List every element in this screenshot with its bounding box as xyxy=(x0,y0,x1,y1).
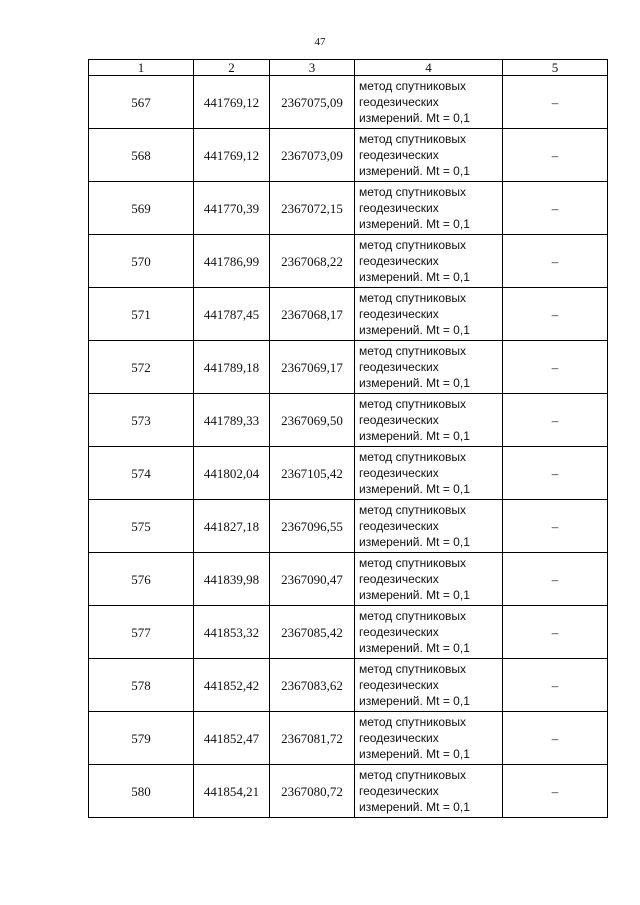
point-number: 574 xyxy=(89,447,194,500)
method-description xyxy=(355,765,503,818)
coordinate-x: 441786,99 xyxy=(194,235,270,288)
method-line: метод спутниковых xyxy=(359,450,467,464)
method-description xyxy=(355,447,503,500)
method-line: геодезических xyxy=(359,678,439,692)
point-number: 577 xyxy=(89,606,194,659)
method-line: геодезических xyxy=(359,413,439,427)
method-line: геодезических xyxy=(359,519,439,533)
method-line: геодезических xyxy=(359,784,439,798)
method-line: метод спутниковых xyxy=(359,185,467,199)
point-number: 568 xyxy=(89,129,194,182)
point-number: 571 xyxy=(89,288,194,341)
point-number: 567 xyxy=(89,76,194,129)
coordinate-y: 2367085,42 xyxy=(270,606,355,659)
dash-cell: – xyxy=(503,659,608,712)
coordinate-x: 441854,21 xyxy=(194,765,270,818)
coordinate-y: 2367073,09 xyxy=(270,129,355,182)
page-number: 47 xyxy=(314,36,326,48)
method-line: измерений. Mt = 0,1 xyxy=(359,535,470,549)
table-row xyxy=(89,659,608,712)
method-line: геодезических xyxy=(359,95,439,109)
method-description xyxy=(355,76,503,129)
point-number: 570 xyxy=(89,235,194,288)
method-line: метод спутниковых xyxy=(359,397,467,411)
method-line: метод спутниковых xyxy=(359,662,467,676)
table-row xyxy=(89,500,608,553)
method-line: измерений. Mt = 0,1 xyxy=(359,482,470,496)
dash-cell: – xyxy=(503,447,608,500)
header-col-5: 5 xyxy=(503,60,608,76)
coordinate-y: 2367072,15 xyxy=(270,182,355,235)
method-line: метод спутниковых xyxy=(359,715,467,729)
method-line: геодезических xyxy=(359,307,439,321)
coordinate-x: 441769,12 xyxy=(194,129,270,182)
method-description xyxy=(355,712,503,765)
header-col-3: 3 xyxy=(270,60,355,76)
method-description xyxy=(355,553,503,606)
coordinate-y: 2367081,72 xyxy=(270,712,355,765)
method-line: геодезических xyxy=(359,254,439,268)
method-description xyxy=(355,606,503,659)
point-number: 575 xyxy=(89,500,194,553)
point-number: 576 xyxy=(89,553,194,606)
method-line: метод спутниковых xyxy=(359,503,467,517)
coordinate-y: 2367068,22 xyxy=(270,235,355,288)
dash-cell: – xyxy=(503,235,608,288)
dash-cell: – xyxy=(503,341,608,394)
method-line: измерений. Mt = 0,1 xyxy=(359,800,470,814)
dash-cell: – xyxy=(503,288,608,341)
dash-cell: – xyxy=(503,129,608,182)
header-col-2: 2 xyxy=(194,60,270,76)
coordinate-y: 2367090,47 xyxy=(270,553,355,606)
table-row xyxy=(89,394,608,447)
coordinate-x: 441789,18 xyxy=(194,341,270,394)
coordinate-x: 441853,32 xyxy=(194,606,270,659)
point-number: 578 xyxy=(89,659,194,712)
method-line: геодезических xyxy=(359,466,439,480)
method-line: измерений. Mt = 0,1 xyxy=(359,217,470,231)
coordinate-y: 2367069,17 xyxy=(270,341,355,394)
point-number: 569 xyxy=(89,182,194,235)
coordinate-x: 441802,04 xyxy=(194,447,270,500)
method-line: измерений. Mt = 0,1 xyxy=(359,270,470,284)
coordinate-x: 441769,12 xyxy=(194,76,270,129)
coordinate-x: 441839,98 xyxy=(194,553,270,606)
method-description xyxy=(355,659,503,712)
method-line: измерений. Mt = 0,1 xyxy=(359,429,470,443)
method-description xyxy=(355,129,503,182)
coordinate-x: 441827,18 xyxy=(194,500,270,553)
table-row xyxy=(89,182,608,235)
table-header-row xyxy=(89,60,608,76)
dash-cell: – xyxy=(503,606,608,659)
method-line: метод спутниковых xyxy=(359,344,467,358)
coordinate-y: 2367075,09 xyxy=(270,76,355,129)
method-line: метод спутниковых xyxy=(359,291,467,305)
table-row xyxy=(89,606,608,659)
method-line: метод спутниковых xyxy=(359,556,467,570)
method-description xyxy=(355,394,503,447)
header-col-1: 1 xyxy=(89,60,194,76)
dash-cell: – xyxy=(503,712,608,765)
method-line: метод спутниковых xyxy=(359,132,467,146)
method-line: измерений. Mt = 0,1 xyxy=(359,323,470,337)
table-row xyxy=(89,447,608,500)
coordinates-table xyxy=(88,59,608,818)
point-number: 580 xyxy=(89,765,194,818)
method-line: геодезических xyxy=(359,572,439,586)
method-line: измерений. Mt = 0,1 xyxy=(359,588,470,602)
table-row xyxy=(89,288,608,341)
coordinate-y: 2367083,62 xyxy=(270,659,355,712)
table-row xyxy=(89,765,608,818)
method-description xyxy=(355,235,503,288)
coordinate-y: 2367080,72 xyxy=(270,765,355,818)
dash-cell: – xyxy=(503,76,608,129)
header-col-4: 4 xyxy=(355,60,503,76)
method-line: измерений. Mt = 0,1 xyxy=(359,641,470,655)
method-line: геодезических xyxy=(359,360,439,374)
method-line: геодезических xyxy=(359,731,439,745)
method-description xyxy=(355,341,503,394)
dash-cell: – xyxy=(503,500,608,553)
coordinate-x: 441852,42 xyxy=(194,659,270,712)
point-number: 579 xyxy=(89,712,194,765)
dash-cell: – xyxy=(503,553,608,606)
method-line: метод спутниковых xyxy=(359,609,467,623)
method-line: метод спутниковых xyxy=(359,238,467,252)
dash-cell: – xyxy=(503,182,608,235)
coordinate-x: 441770,39 xyxy=(194,182,270,235)
table-row xyxy=(89,341,608,394)
method-line: измерений. Mt = 0,1 xyxy=(359,747,470,761)
method-description xyxy=(355,500,503,553)
table-row xyxy=(89,712,608,765)
dash-cell: – xyxy=(503,394,608,447)
table-row xyxy=(89,129,608,182)
method-line: измерений. Mt = 0,1 xyxy=(359,376,470,390)
method-line: метод спутниковых xyxy=(359,79,467,93)
point-number: 573 xyxy=(89,394,194,447)
coordinate-x: 441852,47 xyxy=(194,712,270,765)
coordinate-y: 2367069,50 xyxy=(270,394,355,447)
method-line: измерений. Mt = 0,1 xyxy=(359,164,470,178)
table-row xyxy=(89,235,608,288)
coordinate-y: 2367096,55 xyxy=(270,500,355,553)
point-number: 572 xyxy=(89,341,194,394)
method-line: метод спутниковых xyxy=(359,768,467,782)
table-row xyxy=(89,553,608,606)
method-description xyxy=(355,288,503,341)
dash-cell: – xyxy=(503,765,608,818)
method-line: геодезических xyxy=(359,201,439,215)
method-description xyxy=(355,182,503,235)
coordinate-y: 2367105,42 xyxy=(270,447,355,500)
method-line: измерений. Mt = 0,1 xyxy=(359,111,470,125)
method-line: геодезических xyxy=(359,625,439,639)
coordinate-x: 441789,33 xyxy=(194,394,270,447)
method-line: измерений. Mt = 0,1 xyxy=(359,694,470,708)
coordinate-y: 2367068,17 xyxy=(270,288,355,341)
table-row xyxy=(89,76,608,129)
coordinate-x: 441787,45 xyxy=(194,288,270,341)
method-line: геодезических xyxy=(359,148,439,162)
